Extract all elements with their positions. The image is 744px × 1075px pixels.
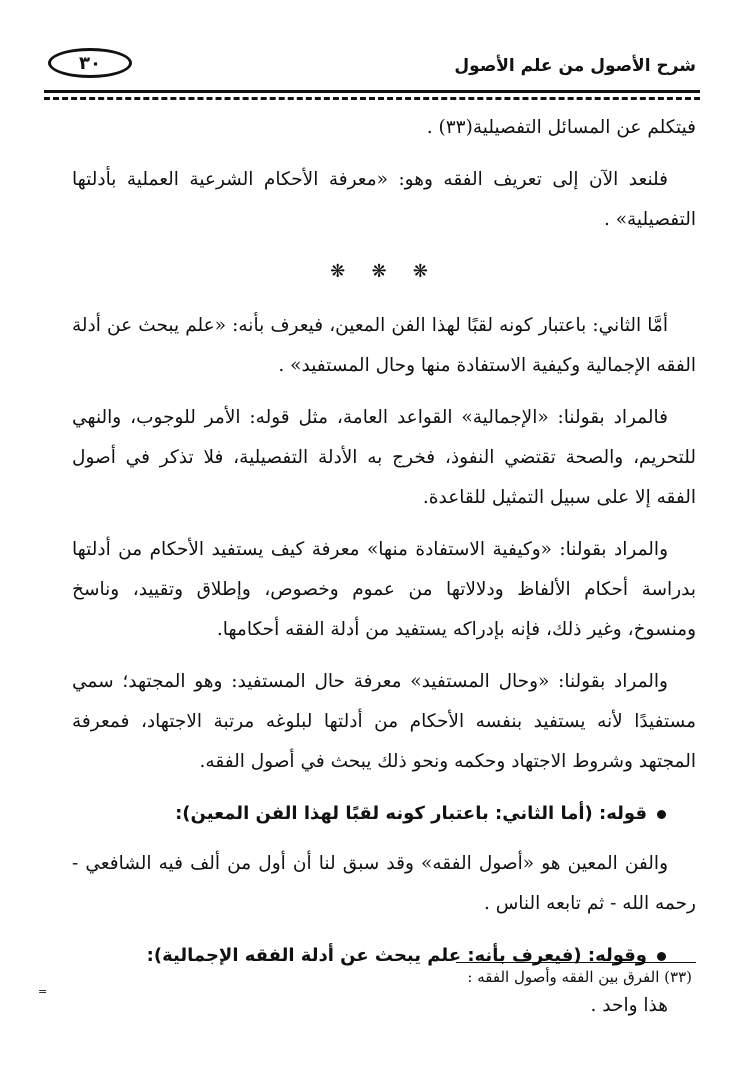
bullet-heading-1-text: قوله: (أما الثاني: باعتبار كونه لقبًا لهذا الفن المعين): xyxy=(175,803,647,824)
paragraph-6: والمراد بقولنا: «وحال المستفيد» معرفة حال المستفيد: وهو المجتهد؛ سمي مستفيدًا لأنه يستفيد بنفسه الأحكام من أدلتها لبلوغه مرتبة الاجتهاد، فمعرفة المجتهد وشروط الاجتهاد وحكمه ونحو ذلك يبحث في أصول الفقه. xyxy=(72,671,696,772)
page-body xyxy=(72,108,696,1038)
section-separator-stars: ❋ ❋ ❋ xyxy=(330,261,438,282)
paragraph-1: فيتكلم عن المسائل التفصيلية(٣٣) . xyxy=(426,117,696,138)
bullet-heading-1 xyxy=(72,794,666,834)
paragraph-5: والمراد بقولنا: «وكيفية الاستفادة منها» معرفة كيف يستفيد الأحكام من أدلتها بدراسة أحكام الألفاظ ودلالاتها من عموم وخصوص، وإطلاق وتقييد، وناسخ ومنسوخ، وغير ذلك، فإنه بإدراكه يستفيد من أدلة الفقه أحكامها. xyxy=(72,539,696,640)
paragraph-7: والفن المعين هو «أصول الفقه» وقد سبق لنا أن أول من ألف فيه الشافعي - رحمه الله - ثم تابعه الناس . xyxy=(72,853,696,914)
paragraph-4: فالمراد بقولنا: «الإجمالية» القواعد العامة، مثل قوله: الأمر للوجوب، والنهي للتحريم، والصحة تقتضي النفوذ، فخرج به الأدلة التفصيلية، فلا تذكر في أصول الفقه إلا على سبيل التمثيل للقاعدة. xyxy=(72,407,696,508)
bullet-dot-icon xyxy=(657,810,666,819)
paragraph-8: هذا واحد . xyxy=(590,995,668,1016)
bullet-dot-icon xyxy=(657,952,666,961)
footnote-rule xyxy=(456,962,696,963)
margin-mark: = xyxy=(38,985,48,998)
paragraph-3: أمَّا الثاني: باعتبار كونه لقبًا لهذا الفن المعين، فيعرف بأنه: «علم يبحث عن أدلة الفقه الإجمالية وكيفية الاستفادة منها وحال المستفيد» . xyxy=(72,315,696,376)
page-header xyxy=(40,44,700,92)
page-number-badge xyxy=(48,48,132,78)
bullet-heading-2-text: وقوله: (فيعرف بأنه: علم يبحث عن أدلة الفقه الإجمالية): xyxy=(146,945,647,966)
page-number: ٣٠ xyxy=(79,52,101,74)
footnote: (٣٣) الفرق بين الفقه وأصول الفقه : xyxy=(467,968,692,986)
header-rule-solid xyxy=(44,90,700,93)
header-rule-dashed xyxy=(44,97,700,100)
running-title: شرح الأصول من علم الأصول xyxy=(454,56,696,76)
paragraph-2: فلنعد الآن إلى تعريف الفقه وهو: «معرفة الأحكام الشرعية العملية بأدلتها التفصيلية» . xyxy=(72,169,696,230)
